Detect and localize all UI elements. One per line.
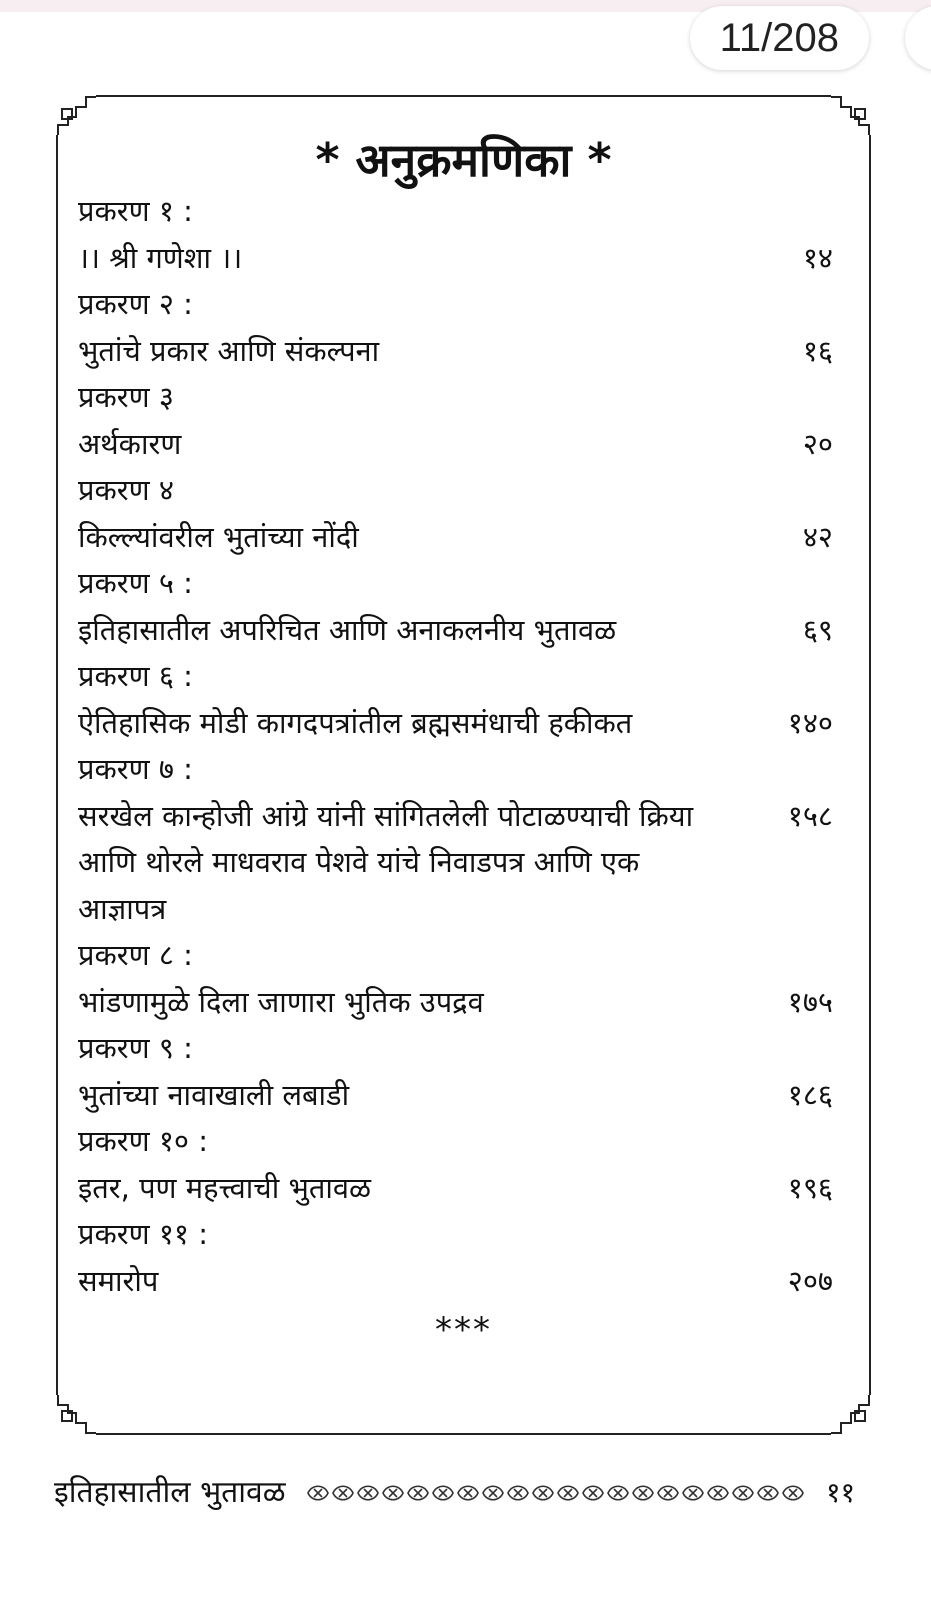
chapter-label: प्रकरण २ : <box>78 287 193 321</box>
chapter-label: प्रकरण ६ : <box>78 659 193 693</box>
toc-list <box>78 188 833 1304</box>
entry-title: भुतांच्या नावाखाली लबाडी <box>78 1077 350 1112</box>
corner-ornament-icon <box>56 1393 98 1435</box>
chapter-label: प्रकरण १ : <box>78 194 193 228</box>
toc-entry[interactable] <box>78 235 833 282</box>
toc-entry[interactable] <box>78 607 833 654</box>
entry-title: ।। श्री गणेशा ।। <box>78 240 243 275</box>
entry-page: ६९ <box>802 612 833 647</box>
entry-page: २०७ <box>787 1263 833 1298</box>
entry-page: १४० <box>787 705 833 740</box>
entry-page: २० <box>802 426 833 461</box>
entry-page: १४ <box>802 240 833 275</box>
book-title: इतिहासातील भुतावळ <box>54 1475 286 1510</box>
entry-title: ऐतिहासिक मोडी कागदपत्रांतील ब्रह्मसमंधाची हकीकत <box>78 705 633 740</box>
chapter-label: प्रकरण ३ <box>78 380 174 414</box>
chapter-label: प्रकरण ७ : <box>78 752 193 786</box>
decorative-border-icon <box>306 1480 806 1506</box>
toc-entry[interactable] <box>78 1258 833 1305</box>
entry-title: सरखेल कान्होजी आंग्रे यांनी सांगितलेली पोटाळण्याची क्रिया आणि थोरले माधवराव पेशवे यांचे निवाडपत्र आणि एक आज्ञापत्र <box>78 798 694 926</box>
entry-title: भांडणामुळे दिला जाणारा भुतिक उपद्रव <box>78 984 484 1019</box>
entry-page: ४२ <box>802 519 833 554</box>
entry-title: भुतांचे प्रकार आणि संकल्पना <box>78 333 380 368</box>
page-footer <box>0 1470 931 1520</box>
viewer-control-button[interactable] <box>905 6 931 70</box>
entry-title: किल्ल्यांवरील भुतांच्या नोंदी <box>78 519 359 554</box>
chapter-label: प्रकरण ११ : <box>78 1217 208 1251</box>
entry-page: १८६ <box>787 1077 833 1112</box>
entry-page: १५८ <box>787 798 833 833</box>
frame-top-border <box>96 95 831 97</box>
entry-title: समारोप <box>78 1263 159 1298</box>
chapter-label: प्रकरण ८ : <box>78 938 193 972</box>
frame-right-border <box>869 135 871 1395</box>
entry-page: १९६ <box>787 1170 833 1205</box>
chapter-label: प्रकरण ९ : <box>78 1031 193 1065</box>
entry-title: इतर, पण महत्त्वाची भुतावळ <box>78 1170 372 1205</box>
entry-page: १७५ <box>787 984 833 1019</box>
toc-entry[interactable] <box>78 1072 833 1119</box>
toc-entry[interactable] <box>78 700 833 747</box>
toc-entry[interactable] <box>78 793 833 933</box>
frame-left-border <box>56 135 58 1395</box>
toc-entry[interactable] <box>78 1165 833 1212</box>
toc-entry[interactable] <box>78 328 833 375</box>
frame-bottom-border <box>96 1433 831 1435</box>
toc-entry[interactable] <box>78 979 833 1026</box>
toc-entry[interactable] <box>78 421 833 468</box>
toc-entry[interactable] <box>78 514 833 561</box>
page-indicator: 11/208 <box>690 6 869 70</box>
toc-title: * अनुक्रमणिका * <box>315 133 612 187</box>
entry-title: अर्थकारण <box>78 426 182 461</box>
entry-title: इतिहासातील अपरिचित आणि अनाकलनीय भुतावळ <box>78 612 617 647</box>
end-mark: *** <box>435 1310 492 1350</box>
chapter-label: प्रकरण ५ : <box>78 566 193 600</box>
chapter-label: प्रकरण ४ <box>78 473 174 507</box>
entry-page: १६ <box>802 333 833 368</box>
footer-page-number: ११ <box>826 1476 856 1509</box>
chapter-label: प्रकरण १० : <box>78 1124 208 1158</box>
corner-ornament-icon <box>829 1393 871 1435</box>
